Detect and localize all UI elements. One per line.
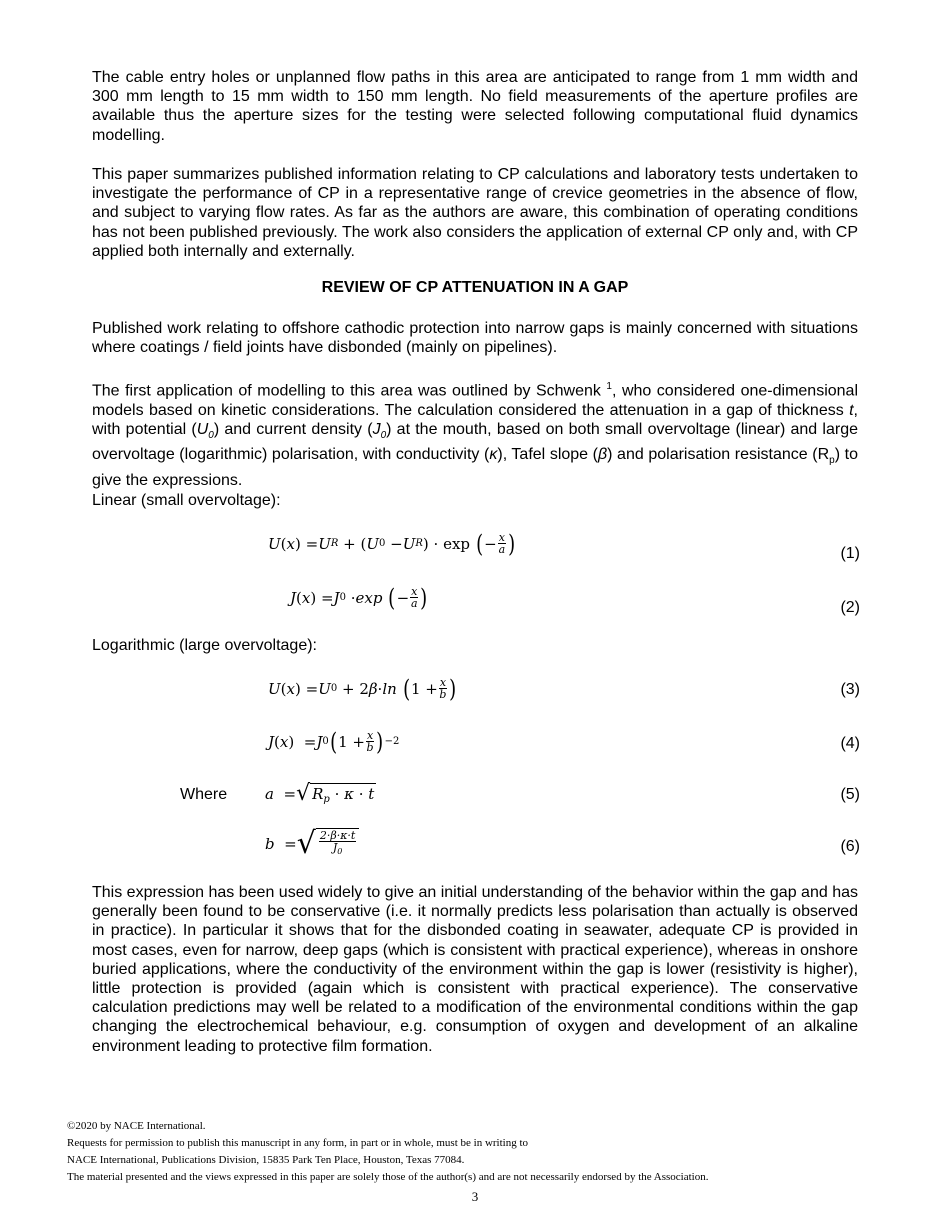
equation-number-2: (2)	[840, 599, 860, 616]
footer-address: NACE International, Publications Division, 15835 Park Ten Place, Houston, Texas 77084.	[67, 1154, 465, 1166]
logarithmic-label: Logarithmic (large overvoltage):	[92, 637, 317, 654]
equation-3: U ( x ) = U 0 + 2 β · ln ( 1 + $\frac{x}{b}$ )	[268, 674, 457, 703]
section-heading: REVIEW OF CP ATTENUATION IN A GAP	[321, 279, 629, 296]
paragraph-summary: This paper summarizes published information relating to CP calculations and laboratory tests undertaken to investigate the performance of CP in a representative range of crevice geometries in the absence of flow, and subject to varying flow rates. As far as the authors are aware, this combination of operating conditions has not been published previously. The work also considers the application of external CP only and, with CP applied both internally and externally.	[92, 166, 858, 260]
equation-5: a = √ $R_p \cdot \kappa \cdot t$	[265, 781, 375, 806]
equation-number-6: (6)	[840, 838, 860, 855]
equation-number-1: (1)	[840, 545, 860, 562]
equation-6: b = √ $\frac{2\cdot\beta\cdot\kappa\cdot t}{J_0}$	[265, 828, 359, 860]
paragraph-published-work: Published work relating to offshore cathodic protection into narrow gaps is mainly concerned with situations where coatings / field joints have disbonded (mainly on pipelines).	[92, 320, 858, 357]
where-label: Where	[180, 786, 228, 803]
equation-number-3: (3)	[840, 681, 860, 698]
footer-permission: Requests for permission to publish this manuscript in any form, in part or in whole, must be in writing to	[67, 1137, 529, 1149]
equation-number-4: (4)	[840, 735, 860, 752]
reference-1: 1	[606, 381, 612, 392]
footer-disclaimer: The material presented and the views expressed in this paper are solely those of the author(s) and are not necessarily endorsed by the Association.	[67, 1171, 709, 1183]
paragraph-cable-entry: The cable entry holes or unplanned flow paths in this area are anticipated to range from 1 mm width and 300 mm length to 15 mm width to 150 mm length. No field measurements of the aperture profiles are available thus the aperture sizes for the testing were selected following computational fluid dynamics modelling.	[92, 69, 858, 144]
paragraph-schwenk: The first application of modelling to this area was outlined by Schwenk $^1$, who considered one-dimensional models based on kinetic considerations. The calculation considered the attenuation in a gap of thickness t, with potential $(U_0)$ and current density $(J_0)$ at the mouth, based on both small overvoltage (linear) and large overvoltage (logarithmic) polarisation, with conductivity (κ), Tafel slope (β) and polarisation resistance $(R_p)$ to give the expressions.	[92, 381, 859, 489]
equation-2: J ( x ) = J 0 · exp ( − $\frac{x}{a}$ )	[290, 583, 428, 612]
page-number: 3	[471, 1189, 479, 1204]
linear-label: Linear (small overvoltage):	[92, 492, 281, 509]
equation-4: J ( x ) = J 0 ( 1 + $\frac{x}{b}$ ) −2	[268, 727, 400, 756]
equation-1: U ( x ) = U R + ( U 0 − U R ) · exp ( − $\frac{x}{a}$ )	[268, 529, 516, 558]
paragraph-conservative: This expression has been used widely to give an initial understanding of the behavior within the gap and has generally been found to be conservative (i.e. it normally predicts less polarisation than actually is observed in practice). In particular it shows that for the disbonded coating in seawater, adequate CP is provided in most cases, even for narrow, deep gaps (which is consistent with practical experience), whereas in onshore buried applications, where the conductivity of the environment within the gap is lower (resistivity is higher), little protection is provided (again which is consistent with practical experience). The conservative calculation predictions may well be related to a modification of the environmental conditions within the gap changing the electrochemical behaviour, e.g. consumption of oxygen and development of an alkaline environment leading to protective film formation.	[92, 884, 858, 1055]
equation-number-5: (5)	[840, 786, 860, 803]
footer-copyright: ©2020 by NACE International.	[67, 1120, 206, 1132]
